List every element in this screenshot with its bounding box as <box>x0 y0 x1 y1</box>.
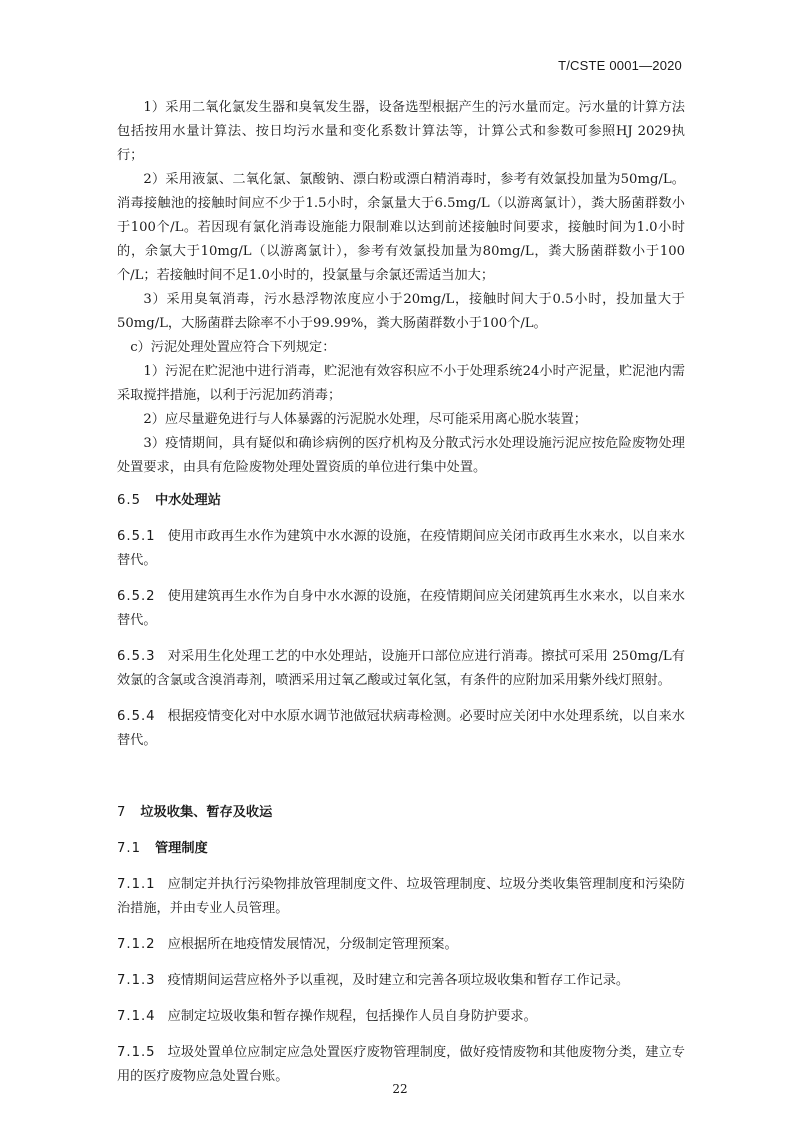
clause-number: 7.1.2 <box>117 937 156 952</box>
paragraph-sludge-1: 1）污泥在贮泥池中进行消毒，贮泥池有效容积应不小于处理系统24小时产泥量，贮泥池内需采取搅拌措施，以利于污泥加药消毒； <box>117 364 685 403</box>
clause-number: 7.1.3 <box>117 973 156 988</box>
clause-number: 6.5.3 <box>117 649 156 664</box>
clause-number: 7.1.4 <box>117 1009 156 1024</box>
chapter-number: 7 <box>117 805 127 820</box>
page-number: 22 <box>392 1082 408 1096</box>
clause-6-5-3 <box>117 645 685 693</box>
section-heading-7-1 <box>117 837 685 861</box>
clause-6-5-1 <box>117 525 685 573</box>
clause-text: 使用建筑再生水作为自身中水水源的设施，在疫情期间应关闭建筑再生水来水，以自来水替代。 <box>117 589 685 628</box>
clause-6-5-2 <box>117 585 685 633</box>
section-number: 6.5 <box>117 493 141 508</box>
section-heading-6-5 <box>117 489 685 513</box>
paragraph-item-1: 1）采用二氧化氯发生器和臭氧发生器，设备选型根据产生的污水量而定。污水量的计算方法包括按用水量计算法、按日均污水量和变化系数计算法等，计算公式和参数可参照HJ 2029执行； <box>117 100 685 163</box>
clause-text: 应根据所在地疫情发展情况，分级制定管理预案。 <box>167 937 458 952</box>
paragraph-sludge-2: 2）应尽量避免进行与人体暴露的污泥脱水处理，尽可能采用离心脱水装置； <box>143 412 587 427</box>
clause-number: 7.1.1 <box>117 877 156 892</box>
clause-7-1-2 <box>117 933 685 957</box>
clause-number: 6.5.1 <box>117 529 156 544</box>
clause-6-5-4 <box>117 705 685 753</box>
chapter-title: 垃圾收集、暂存及收运 <box>140 805 273 820</box>
clause-text: 应制定并执行污染物排放管理制度文件、垃圾管理制度、垃圾分类收集管理制度和污染防治措施，并由专业人员管理。 <box>117 877 685 916</box>
clause-number: 6.5.2 <box>117 589 156 604</box>
paragraph-sludge-3: 3）疫情期间，具有疑似和确诊病例的医疗机构及分散式污水处理设施污泥应按危险废物处理处置要求，由具有危险废物处理处置资质的单位进行集中处置。 <box>117 436 685 475</box>
clause-text: 疫情期间运营应格外予以重视，及时建立和完善各项垃圾收集和暂存工作记录。 <box>167 973 630 988</box>
paragraph-item-2: 2）采用液氯、二氧化氯、氯酸钠、漂白粉或漂白精消毒时，参考有效氯投加量为50mg/L。消毒接触池的接触时间应不少于1.5小时，余氯量大于6.5mg/L（以游离氯计），粪大肠菌群数小于100个/L。若因现有氯化消毒设施能力限制难以达到前述接触时间要求，接触时间为1.0小时的，余氯大于10mg/L（以游离氯计），参考有效氯投加量为80mg/L，粪大肠菌群数小于100个/L；若接触时间不足1.0小时的，投氯量与余氯还需适当加大； <box>117 172 685 283</box>
clause-text: 应制定垃圾收集和暂存操作规程，包括操作人员自身防护要求。 <box>167 1009 537 1024</box>
page-content <box>117 96 685 1089</box>
clause-7-1-4 <box>117 1005 685 1029</box>
clause-text: 垃圾处置单位应制定应急处置医疗废物管理制度，做好疫情废物和其他废物分类，建立专用的医疗废物应急处置台账。 <box>117 1045 685 1084</box>
clause-number: 7.1.5 <box>117 1045 156 1060</box>
clause-text: 根据疫情变化对中水原水调节池做冠状病毒检测。必要时应关闭中水处理系统，以自来水替代。 <box>117 709 685 748</box>
section-title: 中水处理站 <box>154 493 221 508</box>
section-number: 7.1 <box>117 841 141 856</box>
clause-7-1-3 <box>117 969 685 993</box>
clause-7-1-1 <box>117 873 685 921</box>
clause-number: 6.5.4 <box>117 709 156 724</box>
document-code: T/CSTE 0001—2020 <box>558 58 682 73</box>
paragraph-item-3: 3）采用臭氧消毒，污水悬浮物浓度应小于20mg/L，接触时间大于0.5小时，投加量大于50mg/L，大肠菌群去除率不小于99.99%，粪大肠菌群数小于100个/L。 <box>117 292 685 331</box>
chapter-heading-7 <box>117 801 685 825</box>
paragraph-item-c: c）污泥处理处置应符合下列规定： <box>130 340 336 355</box>
clause-text: 对采用生化处理工艺的中水处理站，设施开口部位应进行消毒。擦拭可采用 250mg/L有效氯的含氯或含溴消毒剂，喷洒采用过氧乙酸或过氧化氢，有条件的应附加采用紫外线灯照射。 <box>117 649 685 688</box>
clause-text: 使用市政再生水作为建筑中水水源的设施，在疫情期间应关闭市政再生水来水，以自来水替代。 <box>117 529 685 568</box>
section-title: 管理制度 <box>154 841 208 856</box>
